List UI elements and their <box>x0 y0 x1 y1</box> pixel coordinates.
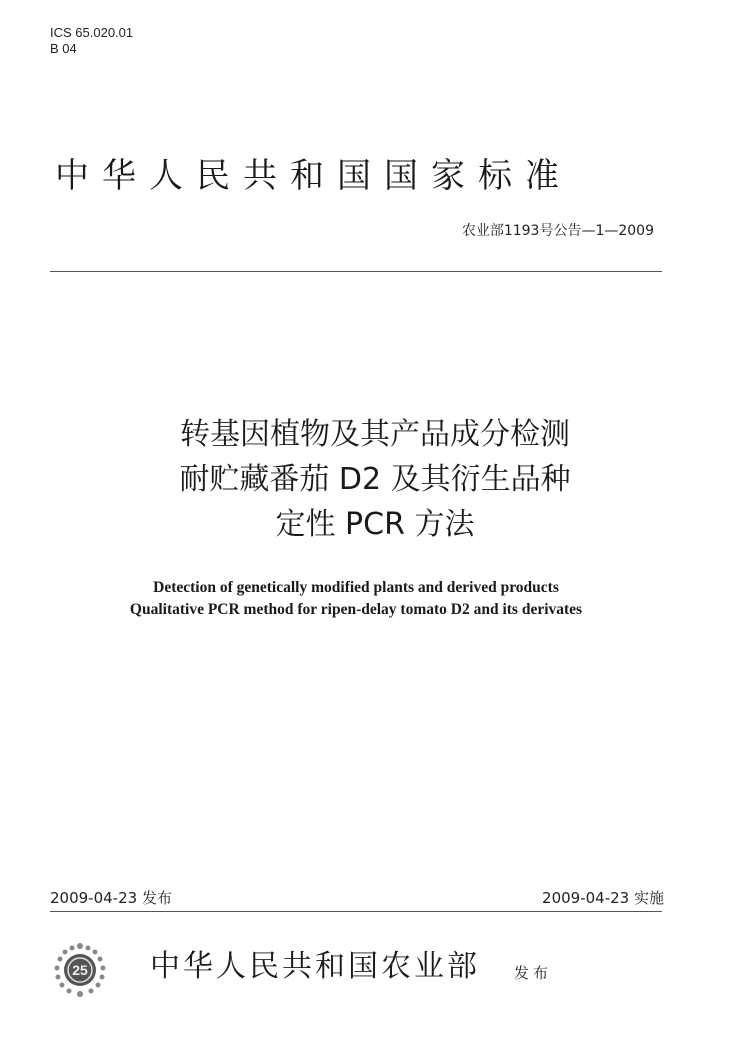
english-title-line-2: Qualitative PCR method for ripen-delay tomato D2 and its derivates <box>129 601 583 618</box>
implementation-date: 2009-04-23 实施 <box>542 889 664 907</box>
classification-codes <box>50 25 133 57</box>
ministry-seal-icon <box>48 938 112 1002</box>
standard-number: 农业部1193号公告—1—2009 <box>461 223 654 239</box>
chinese-title <box>0 412 750 547</box>
ics-code: ICS 65.020.01 <box>50 25 134 40</box>
publisher-name: 中华人民共和国农业部 <box>150 949 480 984</box>
seal-text: 25 <box>72 962 88 978</box>
english-title <box>0 577 712 621</box>
issue-date: 2009-04-23 发布 <box>50 889 172 907</box>
chinese-title-line-1: 转基因植物及其产品成分检测 <box>180 417 570 452</box>
english-title-line-1: Detection of genetically modified plants and derived products <box>153 579 559 596</box>
footer-divider <box>50 911 662 912</box>
chinese-title-line-2: 耐贮藏番茄 D2 及其衍生品种 <box>179 462 571 497</box>
national-standard-title: 中华人民共和国国家标准 <box>55 156 572 196</box>
chinese-title-line-3: 定性 PCR 方法 <box>275 507 475 542</box>
publish-label: 发布 <box>514 964 553 982</box>
header-divider <box>50 271 662 272</box>
ccs-code: B 04 <box>50 41 77 56</box>
